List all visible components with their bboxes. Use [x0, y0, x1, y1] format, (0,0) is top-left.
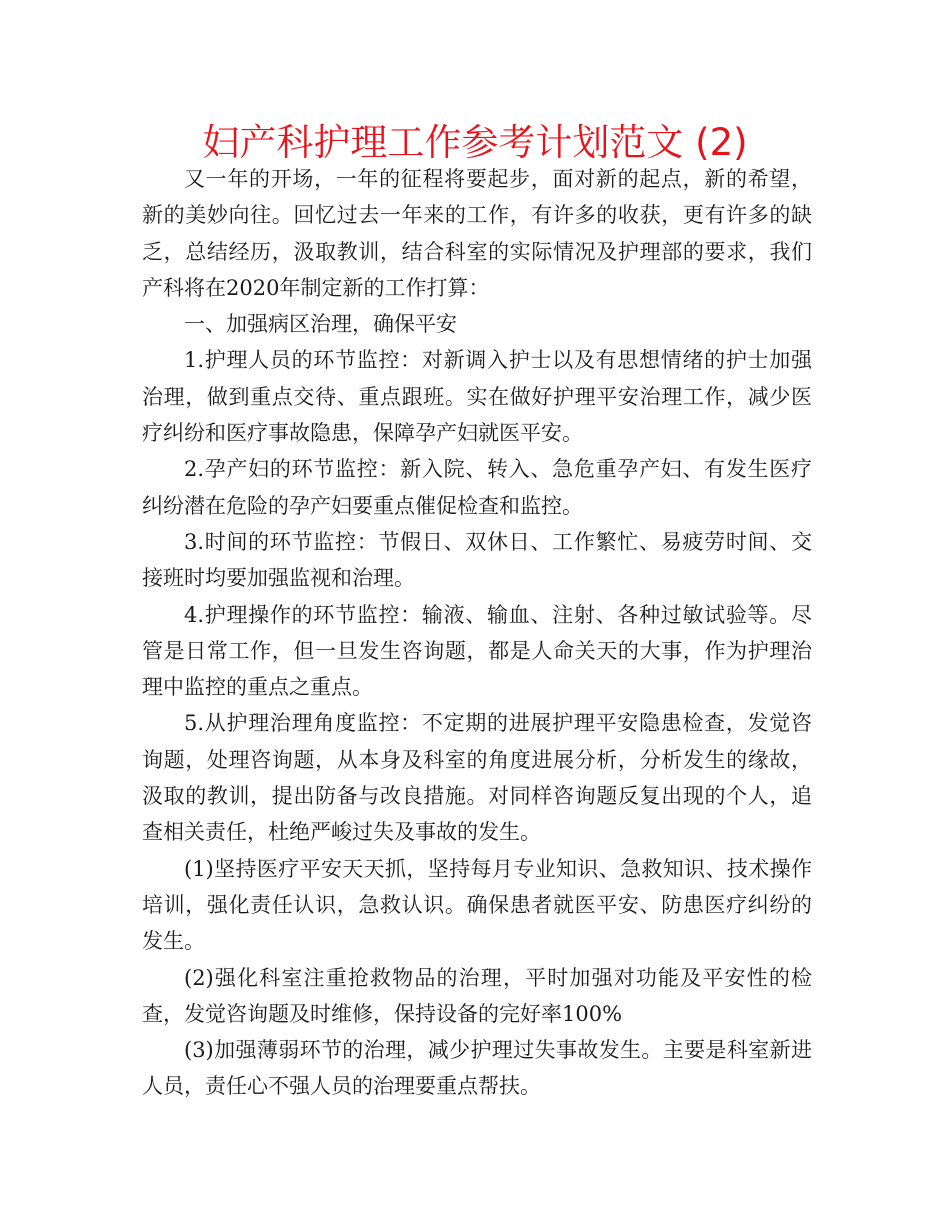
paragraph-item-5: 5.从护理治理角度监控：不定期的进展护理平安隐患检查，发觉咨询题，处理咨询题，从本身及科室的角度进展分析，分析发生的缘故，汲取的教训，提出防备与改良措施。对同样咨询题反复出现的个人，追查相关责任，杜绝严峻过失及事故的发生。: [142, 711, 812, 845]
section-heading-1: 一、加强病区治理，确保平安: [184, 312, 457, 337]
paragraph-intro: 又一年的开场，一年的征程将要起步，面对新的起点，新的希望，新的美妙向往。回忆过去一年来的工作，有许多的收获，更有许多的缺乏，总结经历，汲取教训，结合科室的实际情况及护理部的要求，我们产科将在2020年制定新的工作打算：: [142, 167, 812, 300]
paragraph-item-3: 3.时间的环节监控：节假日、双休日、工作繁忙、易疲劳时间、交接班时均要加强监视和治理。: [142, 529, 812, 591]
paragraph-item-2: 2.孕产妇的环节监控：新入院、转入、急危重孕产妇、有发生医疗纠纷潜在危险的孕产妇要重点催促检查和监控。: [142, 457, 812, 518]
document-body: [142, 161, 812, 1105]
paragraph-item-1: 1.护理人员的环节监控：对新调入护士以及有思想情绪的护士加强治理，做到重点交待、重点跟班。实在做好护理平安治理工作，减少医疗纠纷和医疗事故隐患，保障孕产妇就医平安。: [142, 348, 812, 446]
paragraph-subitem-1: (1)坚持医疗平安天天抓，坚持每月专业知识、急救知识、技术操作培训，强化责任认识，急救认识。确保患者就医平安、防患医疗纠纷的发生。: [142, 856, 812, 954]
paragraph-item-4: 4.护理操作的环节监控：输液、输血、注射、各种过敏试验等。尽管是日常工作，但一旦发生咨询题，都是人命关天的大事，作为护理治理中监控的重点之重点。: [142, 602, 812, 700]
paragraph-subitem-2: (2)强化科室注重抢救物品的治理，平时加强对功能及平安性的检查，发觉咨询题及时维修，保持设备的完好率100%: [142, 965, 812, 1026]
paragraph-subitem-3: (3)加强薄弱环节的治理，减少护理过失事故发生。主要是科室新进人员，责任心不强人员的治理要重点帮扶。: [142, 1038, 812, 1099]
document-title: 妇产科护理工作参考计划范文 (2): [202, 121, 748, 164]
